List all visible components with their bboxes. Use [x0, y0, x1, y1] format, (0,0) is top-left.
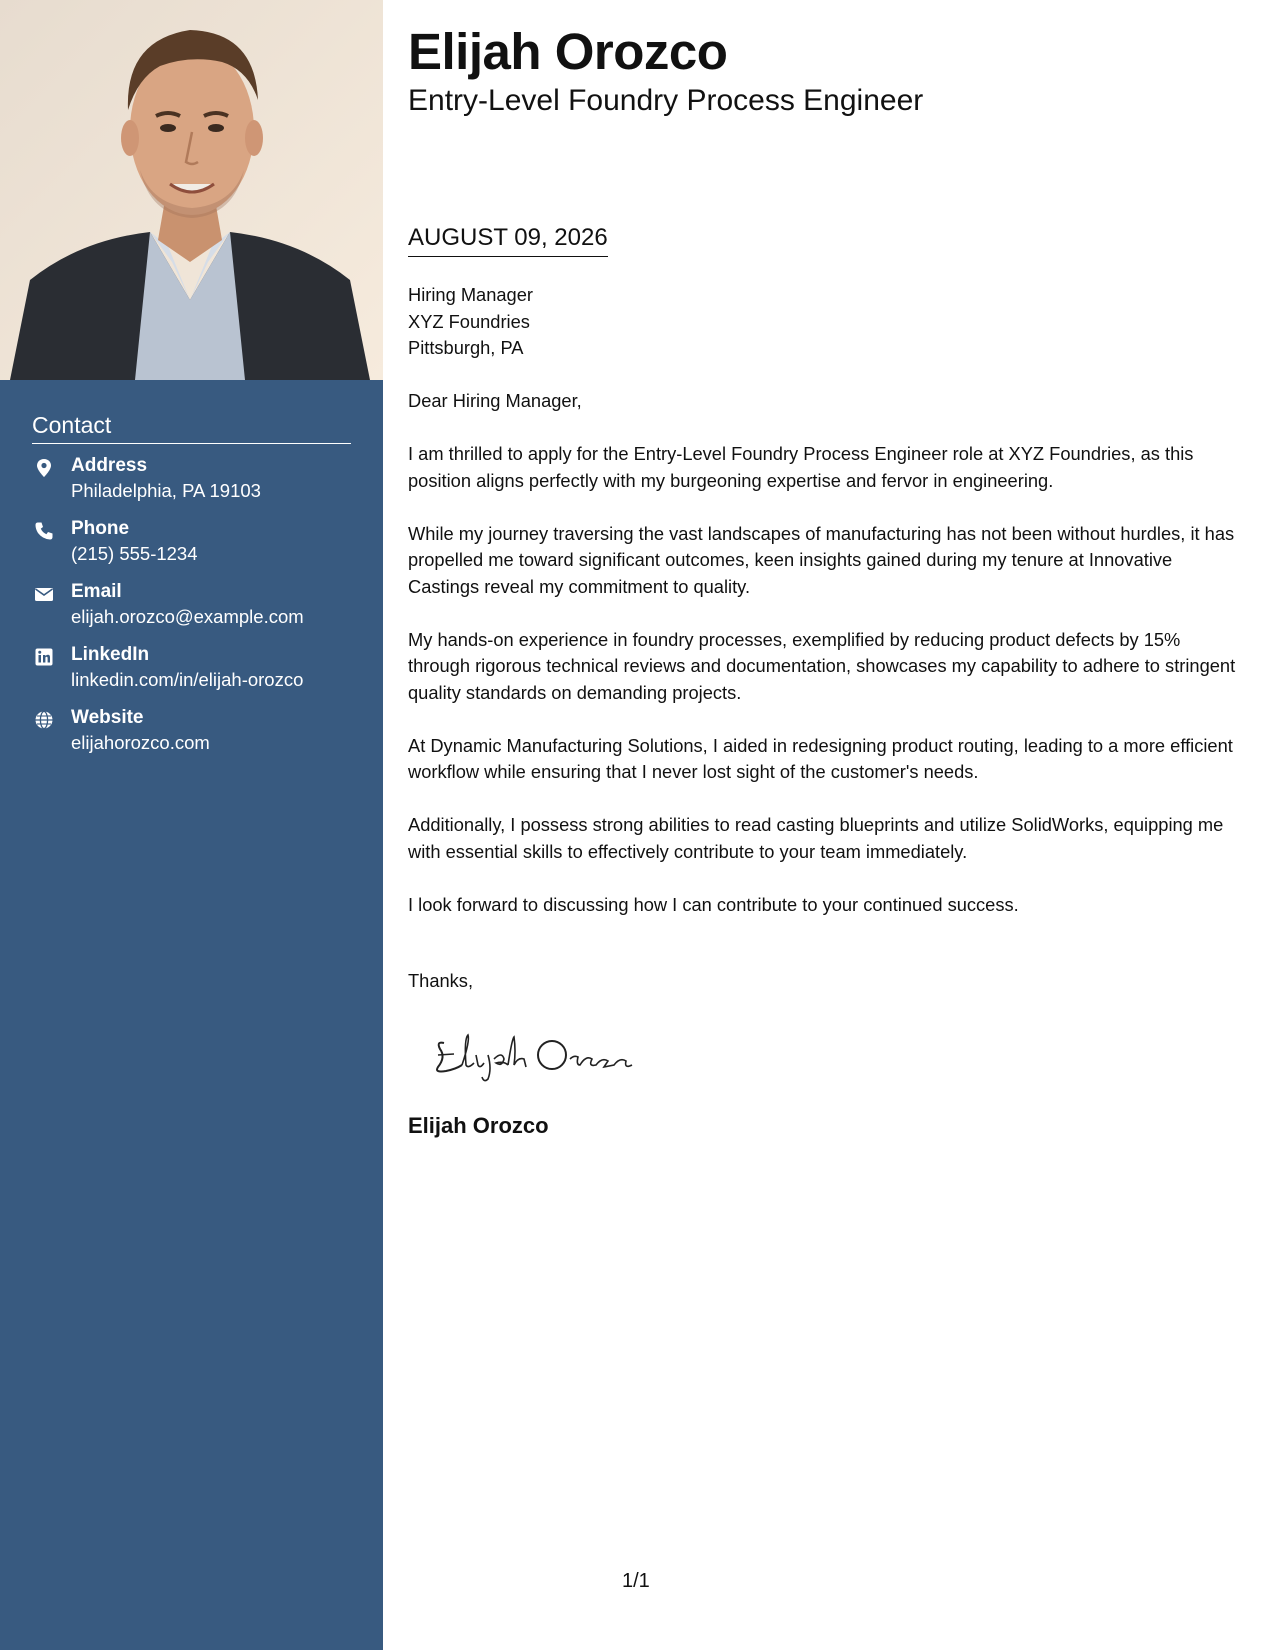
recipient-line: Pittsburgh, PA [408, 337, 524, 358]
letter-date: AUGUST 09, 2026 [408, 224, 608, 257]
globe-icon [34, 710, 54, 730]
letter-paragraph: While my journey traversing the vast landscapes of manufacturing has not been without hurdles, it has propelled me toward significant outcomes, keen insights gained during my tenure at Innovative Castings reveal my commitment to quality. [408, 522, 1235, 597]
recipient-block [408, 282, 1240, 362]
contact-linkedin [32, 643, 351, 706]
letter-body [408, 282, 1240, 945]
letter-paragraph: I am thrilled to apply for the Entry-Level Foundry Process Engineer role at XYZ Foundries, as this position aligns perfectly with my burgeoning expertise and fervor in engineering. [408, 443, 1194, 491]
phone-value: (215) 555-1234 [71, 543, 198, 564]
contact-section [32, 412, 351, 769]
contact-heading: Contact [32, 412, 351, 444]
map-pin-icon [34, 458, 54, 478]
contact-label: Website [71, 707, 144, 728]
letter-paragraph: Additionally, I possess strong abilities to read casting blueprints and utilize SolidWorks, equipping me with essential skills to effectively contribute to your team immediately. [408, 814, 1224, 862]
sidebar [0, 0, 383, 1650]
contact-email [32, 580, 351, 643]
applicant-role: Entry-Level Foundry Process Engineer [408, 84, 924, 117]
closing: Thanks, [408, 970, 474, 991]
contact-phone [32, 517, 351, 580]
contact-website [32, 706, 351, 769]
contact-address [32, 454, 351, 517]
website-value: elijahorozco.com [71, 732, 210, 753]
contact-label: LinkedIn [71, 644, 150, 665]
profile-photo [0, 0, 383, 380]
linkedin-value: linkedin.com/in/elijah-orozco [71, 669, 304, 690]
linkedin-icon [34, 647, 54, 667]
contact-label: Phone [71, 518, 130, 539]
letter-paragraph: I look forward to discussing how I can contribute to your continued success. [408, 893, 1019, 915]
letter-paragraph: At Dynamic Manufacturing Solutions, I aided in redesigning product routing, leading to a more efficient workflow while ensuring that I never lost sight of the customer's needs. [408, 734, 1233, 782]
email-value: elijah.orozco@example.com [71, 606, 304, 627]
recipient-line: Hiring Manager [408, 284, 533, 305]
signature [432, 1025, 642, 1085]
address-value: Philadelphia, PA 19103 [71, 480, 261, 501]
salutation: Dear Hiring Manager, [408, 390, 582, 411]
contact-label: Address [71, 455, 148, 476]
applicant-name: Elijah Orozco [408, 23, 728, 80]
phone-icon [34, 521, 54, 541]
page-number: 1/1 [622, 1570, 650, 1592]
letter-paragraph: My hands-on experience in foundry processes, exemplified by reducing product defects by 15% through rigorous technical reviews and documentation, showcases my capability to adhere to stringent quality standards on demanding projects. [408, 628, 1236, 703]
contact-label: Email [71, 581, 122, 602]
signer-name: Elijah Orozco [408, 1113, 549, 1138]
envelope-icon [34, 584, 54, 604]
recipient-line: XYZ Foundries [408, 310, 530, 332]
